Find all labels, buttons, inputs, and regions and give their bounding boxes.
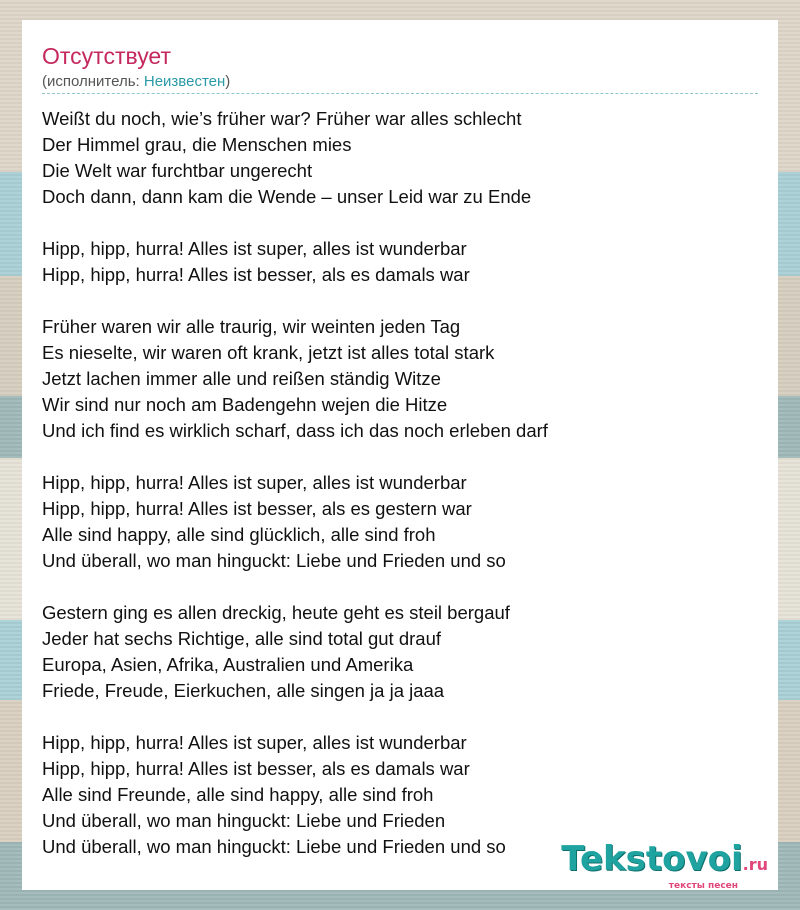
logo-tld: .ru xyxy=(742,855,768,874)
artist-line xyxy=(42,73,230,91)
lyrics-stanza xyxy=(42,600,758,704)
lyrics-line: Hipp, hipp, hurra! Alles ist super, alles ist wunderbar xyxy=(42,238,467,259)
title-divider xyxy=(42,93,758,94)
lyrics-line: Alle sind happy, alle sind glücklich, alle sind froh xyxy=(42,524,436,545)
lyrics-line: Friede, Freude, Eierkuchen, alle singen ja ja jaaa xyxy=(42,680,445,701)
logo-wordmark xyxy=(561,840,768,884)
lyrics-line: Und ich find es wirklich scharf, dass ich das noch erleben darf xyxy=(42,420,548,441)
lyrics-line: Doch dann, dann kam die Wende – unser Leid war zu Ende xyxy=(42,186,532,207)
site-logo[interactable] xyxy=(561,840,768,891)
lyrics-line: Hipp, hipp, hurra! Alles ist besser, als es gestern war xyxy=(42,498,472,519)
lyrics-line: Weißt du noch, wie’s früher war? Früher war alles schlecht xyxy=(42,108,522,129)
lyrics-line: Wir sind nur noch am Badengehn wejen die Hitze xyxy=(42,394,448,415)
lyrics-line: Und überall, wo man hinguckt: Liebe und Frieden und so xyxy=(42,836,506,857)
lyrics-line: Europa, Asien, Afrika, Australien und Amerika xyxy=(42,654,414,675)
lyrics-stanza xyxy=(42,106,758,210)
artist-suffix: ) xyxy=(225,73,231,90)
lyrics-line: Gestern ging es allen dreckig, heute geht es steil bergauf xyxy=(42,602,510,623)
lyrics-line: Es nieselte, wir waren oft krank, jetzt ist alles total stark xyxy=(42,342,495,363)
artist-prefix: (исполнитель: xyxy=(42,73,144,90)
logo-tagline: тексты песен xyxy=(668,881,738,891)
lyrics-line: Der Himmel grau, die Menschen mies xyxy=(42,134,352,155)
lyrics-line: Hipp, hipp, hurra! Alles ist super, alles ist wunderbar xyxy=(42,472,467,493)
song-title: Отсутствует xyxy=(42,43,171,69)
lyrics-text xyxy=(42,106,758,886)
lyrics-line: Jeder hat sechs Richtige, alle sind total gut drauf xyxy=(42,628,442,649)
lyrics-line: Hipp, hipp, hurra! Alles ist besser, als es damals war xyxy=(42,264,470,285)
lyrics-line: Hipp, hipp, hurra! Alles ist super, alles ist wunderbar xyxy=(42,732,467,753)
lyrics-line: Jetzt lachen immer alle und reißen ständig Witze xyxy=(42,368,441,389)
lyrics-line: Hipp, hipp, hurra! Alles ist besser, als es damals war xyxy=(42,758,470,779)
lyrics-line: Früher waren wir alle traurig, wir weinten jeden Tag xyxy=(42,316,461,337)
lyrics-line: Die Welt war furchtbar ungerecht xyxy=(42,160,313,181)
lyrics-stanza xyxy=(42,314,758,444)
lyrics-stanza xyxy=(42,236,758,288)
lyrics-line: Und überall, wo man hinguckt: Liebe und Frieden xyxy=(42,810,446,831)
lyrics-line: Und überall, wo man hinguckt: Liebe und Frieden und so xyxy=(42,550,506,571)
lyrics-card xyxy=(22,20,778,890)
logo-name: Tekstovoi xyxy=(561,839,743,879)
lyrics-line: Alle sind Freunde, alle sind happy, alle sind froh xyxy=(42,784,434,805)
lyrics-stanza xyxy=(42,470,758,574)
artist-link[interactable]: Неизвестен xyxy=(143,73,226,90)
